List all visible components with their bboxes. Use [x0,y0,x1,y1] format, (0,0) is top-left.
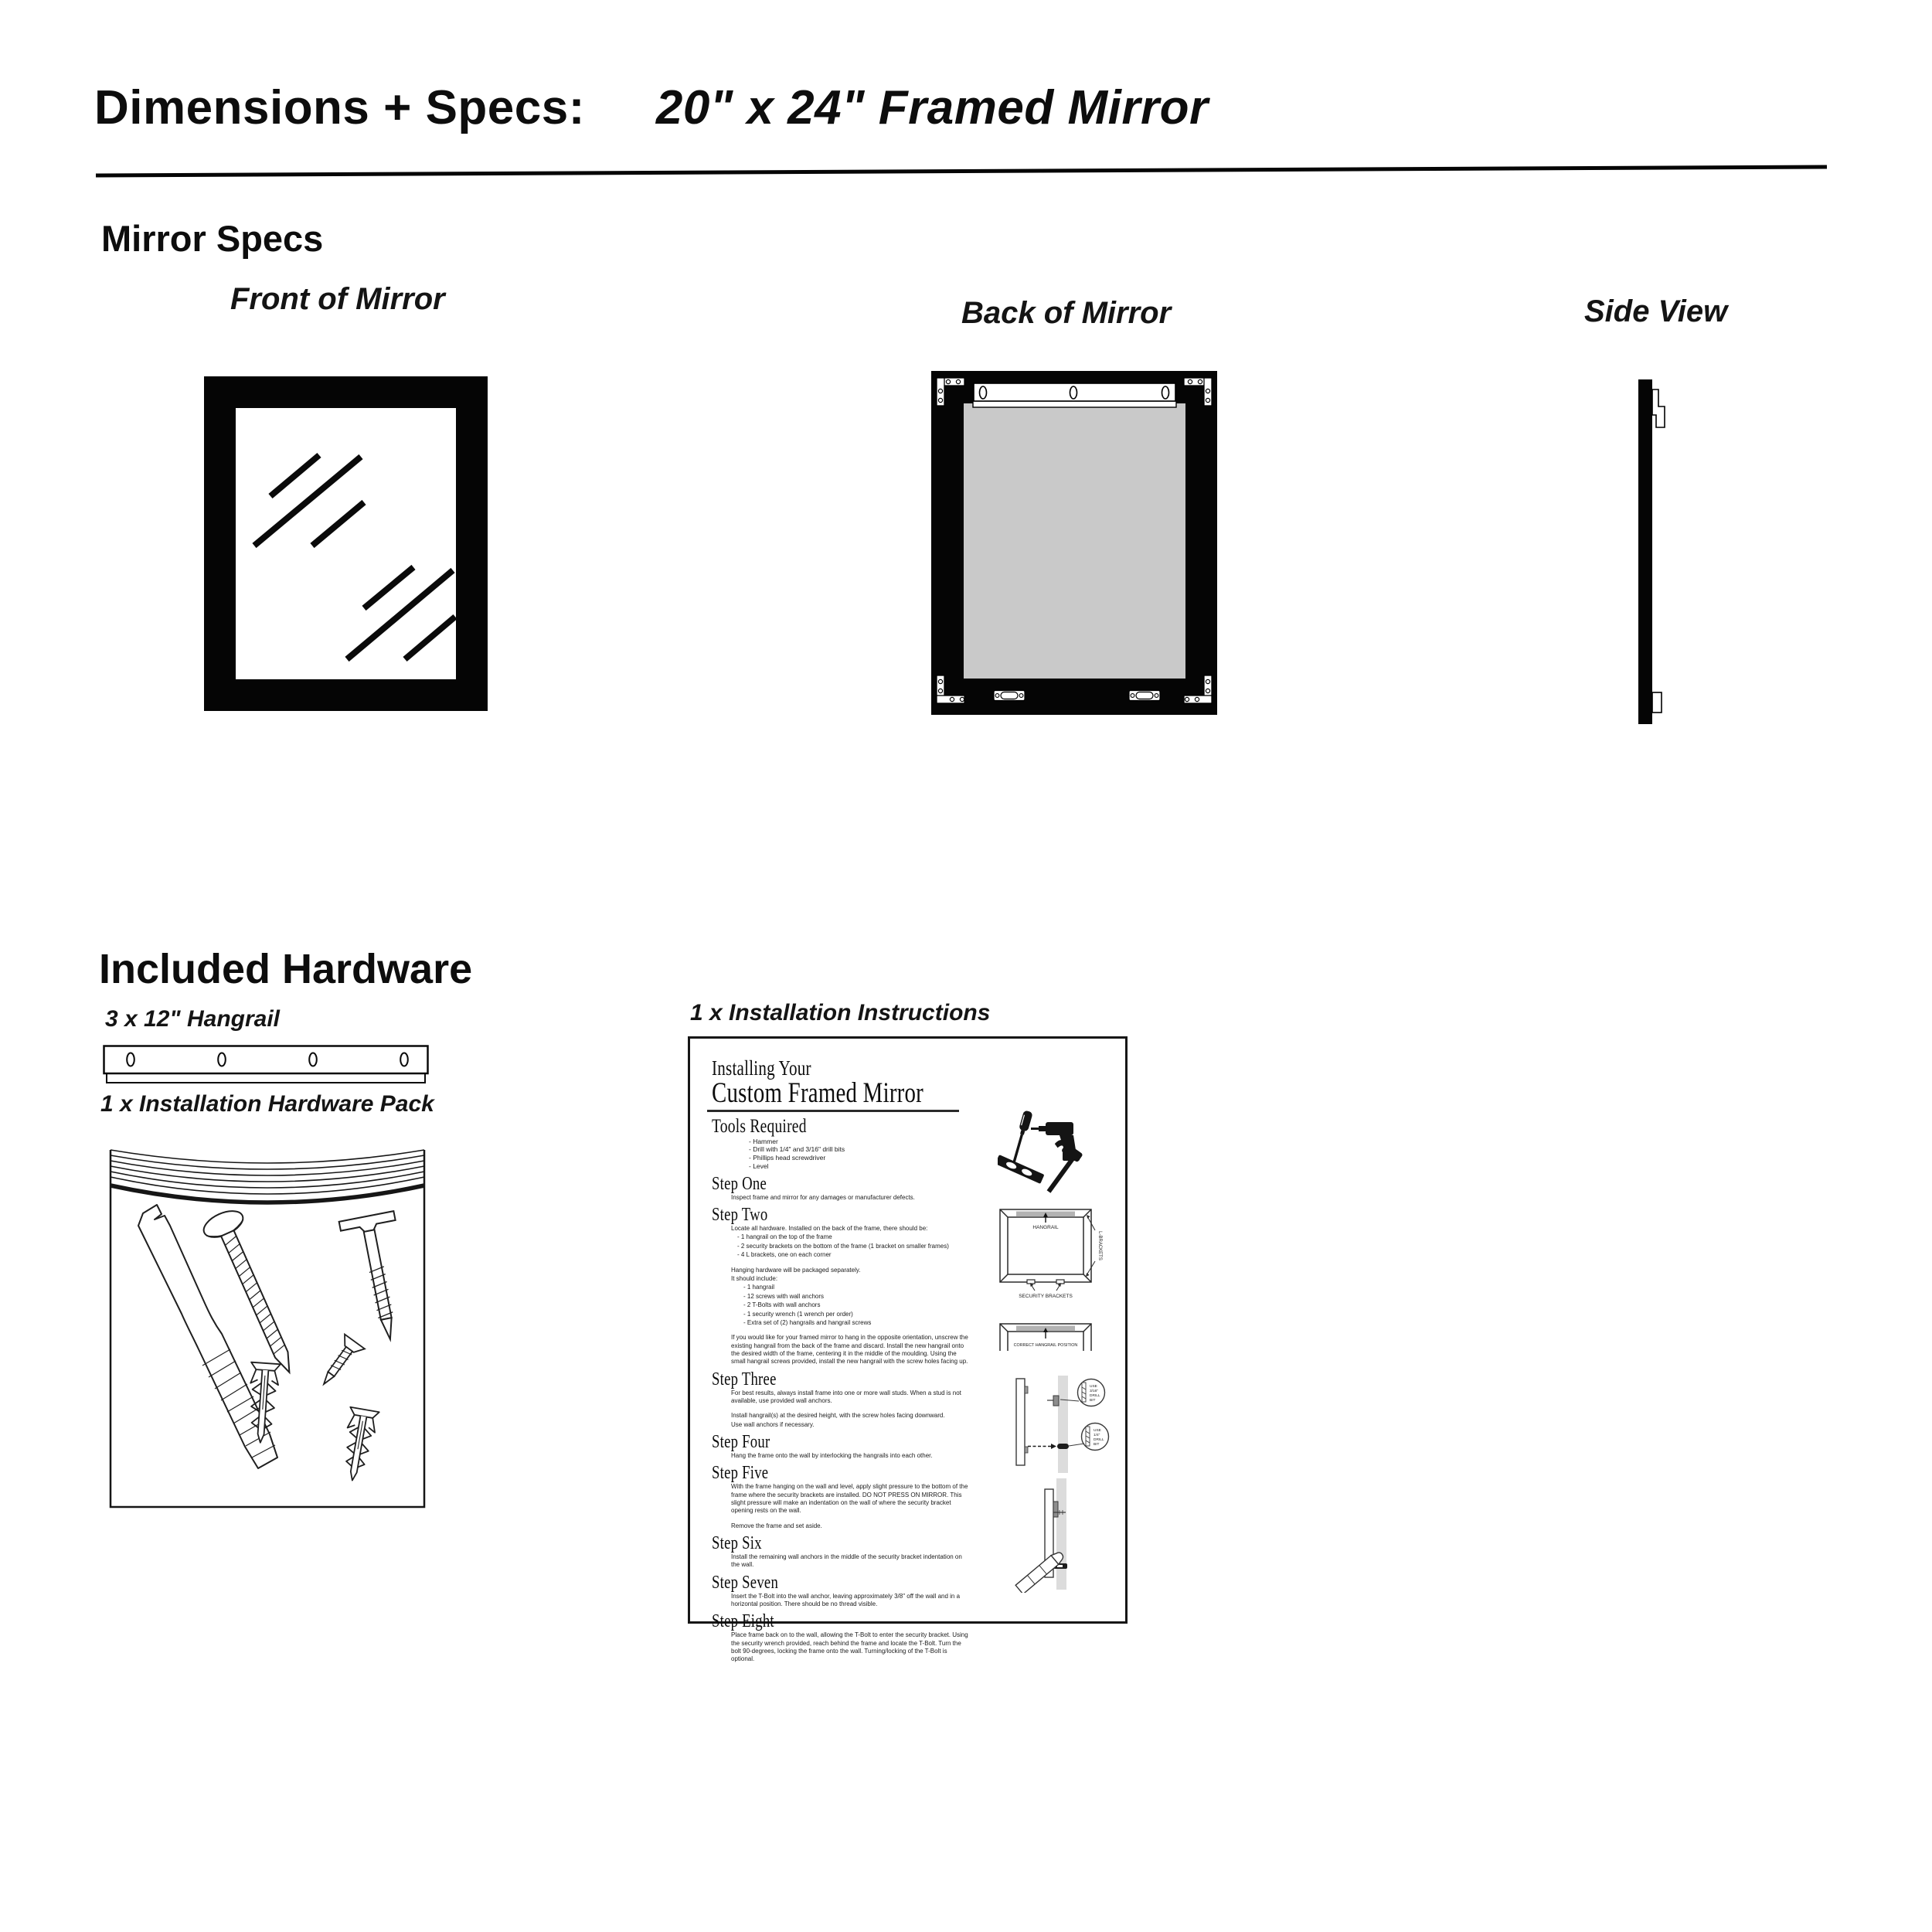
wall-hangrail-bracket [1053,1396,1059,1406]
svg-text:USE: USE [1094,1429,1101,1433]
step-text: Inspect frame and mirror for any damages or manufacturer defects. [731,1193,915,1201]
screwdriver-icon [1009,1110,1033,1165]
instructions-text-column [712,1056,975,1664]
step-heading: Step Three [712,1369,777,1389]
level-icon [998,1155,1044,1184]
step-heading: Step Eight [712,1611,774,1632]
step-list-item: - 1 security wrench (1 wrench per order) [743,1310,853,1318]
back-mirror-diagram [931,371,1217,715]
hangrail-cleat-profile [1652,389,1665,427]
step-five [712,1464,975,1530]
page-title-main: Dimensions + Specs: [94,81,585,134]
step-two [712,1206,975,1366]
sheet-title-rule [707,1110,959,1112]
step-six [712,1535,975,1570]
back-view-label: Back of Mirror [961,296,1172,330]
hammer-icon [1049,1138,1083,1192]
step-list-item: - 1 hangrail on the top of the frame [737,1233,832,1241]
step-four [712,1434,975,1460]
t-bolt-icon [339,1211,418,1345]
step-text: Install hangrail(s) at the desired height, with the screw holes facing downward. [731,1412,945,1420]
step-list-item: - Extra set of (2) hangrails and hangrail screws [743,1318,872,1326]
step-list-item: - 1 hangrail [743,1284,775,1291]
svg-text:USE: USE [1090,1385,1097,1389]
step-text: If you would like for your framed mirror to hang in the opposite orientation, unscrew the existing hangrail from the back of the frame and discard. Install the new hangrail onto the desired width of the frame, centering it in the middle of the moulding. Using the small hangrail screws provided, install the new hangrail with the screw holes facing up. [731,1334,968,1366]
step-text: Hang the frame onto the wall by interlocking the hangrails into each other. [731,1452,933,1460]
step-list-item: - 2 T-Bolts with wall anchors [743,1301,821,1309]
step-heading: Step Two [712,1205,768,1226]
step-list-item: - 4 L brackets, one on each corner [737,1251,832,1259]
correct-hangrail-diagram [999,1323,1104,1352]
correct-position-label: CORRECT HANGRAIL POSITION [1013,1343,1078,1348]
step-seven [712,1574,975,1609]
wrench-locking-diagram [1009,1475,1117,1593]
tool-item: - Drill with 1/4" and 3/16" drill bits [749,1145,845,1154]
frame-side-profile [1016,1379,1028,1465]
mirror-backing-panel [964,403,1185,679]
included-hardware-heading: Included Hardware [99,946,473,992]
step-text: Place frame back on to the wall, allowing the T-Bolt to enter the security bracket. Using the security wrench provided, reach behind the frame and locate the T-Bolt. Turn the bolt 90-degrees, locking the frame onto the wall. Turning/locking of the T-Bolt is optional. [731,1631,968,1663]
hardware-pack-diagram [109,1139,426,1509]
drill-bit-callout-316 [1078,1379,1105,1406]
step-text: Insert the T-Bolt into the wall anchor, leaving approximately 3/8" off the wall and in a horizontal position. There should be no thread visible. [731,1592,961,1607]
hangrail-on-frame [973,383,1176,407]
wall-stud [1058,1376,1068,1473]
l-brackets-label: L-BRACKETS [1097,1231,1102,1260]
step-list-item: - 12 screws with wall anchors [743,1292,825,1300]
step-text: Hanging hardware will be packaged separately. [731,1266,861,1274]
security-brackets-label: SECURITY BRACKETS [1019,1294,1073,1299]
sheet-title-line1: Installing Your [712,1056,811,1080]
step-eight [712,1613,975,1663]
bottom-bracket-profile [1652,692,1662,713]
page-title-product: 20" x 24" Framed Mirror [655,81,1209,134]
front-view-label: Front of Mirror [230,282,445,316]
step-text: For best results, always install frame into one or more wall studs. When a stud is not available, use provided wall anchors. [731,1389,961,1405]
step-text: Locate all hardware. Installed on the back of the frame, there should be: [731,1225,928,1233]
instructions-item-label: 1 x Installation Instructions [690,1000,991,1026]
svg-text:DRILL: DRILL [1094,1438,1104,1442]
hangrail-label: HANGRAIL [1032,1225,1059,1230]
interlocked-hangrail [1053,1502,1058,1517]
svg-text:BIT: BIT [1090,1399,1096,1403]
wall-drilling-diagram [1013,1376,1118,1473]
tool-item: - Phillips head screwdriver [749,1154,826,1162]
page-title [94,80,1209,135]
tool-item: - Hammer [749,1137,778,1145]
svg-text:BIT: BIT [1094,1443,1100,1447]
side-view-diagram [1632,377,1671,726]
security-bracket-mark [1027,1280,1035,1284]
step-text: It should include: [731,1274,778,1282]
small-screw-icon [314,1335,365,1392]
step-heading: Step Five [712,1463,769,1484]
tools-required-heading: Tools Required [712,1115,807,1137]
tools-required-list [749,1138,975,1172]
side-view-label: Side View [1584,294,1728,328]
wall-anchor-in-wall [1057,1444,1069,1449]
mirror-specs-heading: Mirror Specs [101,218,324,259]
hangrail-item-label: 3 x 12" Hangrail [105,1006,280,1032]
step-text: Install the remaining wall anchors in the middle of the security bracket indentation on the wall. [731,1553,962,1569]
step-three [712,1371,975,1429]
step-heading: Step Four [712,1432,770,1453]
svg-text:1/4": 1/4" [1094,1434,1100,1437]
step-text: Remove the frame and set aside. [731,1522,822,1529]
security-wrench-icon [138,1205,277,1468]
drill-bit-callout-14 [1082,1423,1109,1451]
sheet-title-line2: Custom Framed Mirror [712,1077,924,1109]
step-one [712,1175,975,1202]
wall-stud [1056,1478,1066,1590]
step-text: With the frame hanging on the wall and level, apply slight pressure to the bottom of the frame where the security brackets are installed. DO NOT PRESS ON MIRROR. This slight pressure will make an indentation on the wall of where the security bracket opening rests on the wall. [731,1483,968,1515]
hangrail-diagram [103,1045,429,1085]
title-divider [96,165,1827,178]
step-heading: Step One [712,1174,767,1195]
installation-instructions-sheet [688,1036,1128,1663]
step-heading: Step Six [712,1533,762,1554]
svg-text:3/16": 3/16" [1090,1389,1099,1393]
svg-text:DRILL: DRILL [1090,1394,1100,1398]
hardware-pack-item-label: 1 x Installation Hardware Pack [100,1091,434,1117]
step-text: Use wall anchors if necessary. [731,1420,815,1428]
step-list-item: - 2 security brackets on the bottom of the frame (1 bracket on smaller frames) [737,1242,949,1250]
step-heading: Step Seven [712,1572,779,1593]
tools-illustration [998,1107,1092,1198]
security-bracket-mark [1056,1280,1064,1284]
front-mirror-diagram [204,376,488,711]
frame-back-diagram [999,1209,1104,1303]
tool-item: - Level [749,1162,769,1171]
